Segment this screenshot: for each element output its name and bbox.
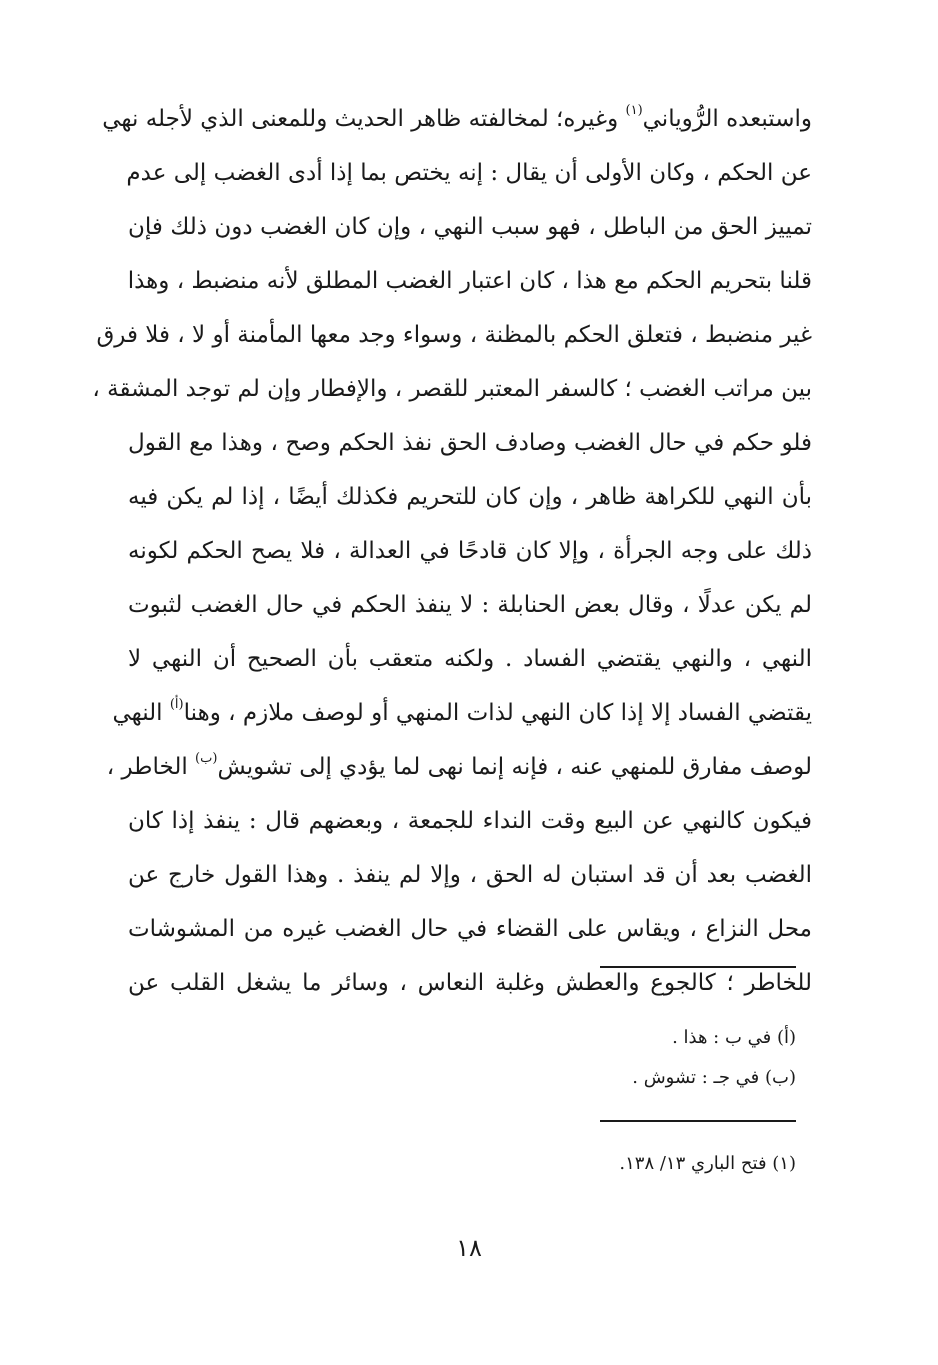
variant-marker-b: (ب) — [195, 751, 218, 766]
text-line-11: النهي ، والنهي يقتضي الفساد . ولكنه متعقب بأن الصحيح أن النهي لا — [128, 646, 812, 672]
main-text — [92, 92, 812, 1010]
page-number: ١٨ — [456, 1234, 482, 1262]
text-line-3: تمييز الحق من الباطل ، فهو سبب النهي ، وإن كان الغضب دون ذلك فإن — [128, 214, 812, 240]
text-line-7: فلو حكم في حال الغضب وصادف الحق نفذ الحكم وصح ، وهذا مع القول — [128, 430, 812, 456]
variant-note-a: (أ) في ب : هذا . — [672, 1027, 796, 1048]
footnote-divider-2 — [600, 1120, 796, 1122]
text-line-8: بأن النهي للكراهة ظاهر ، وإن كان للتحريم فكذلك أيضًا ، إذا لم يكن فيه — [128, 484, 812, 510]
text-line-2: عن الحكم ، وكان الأولى أن يقال : إنه يختص بما إذا أدى الغضب إلى عدم — [126, 160, 812, 186]
text-line-17: للخاطر ؛ كالجوع والعطش وغلبة النعاس ، وسائر ما يشغل القلب عن — [128, 970, 812, 996]
text-line-16: محل النزاع ، ويقاس على القضاء في حال الغضب غيره من المشوشات — [128, 916, 812, 942]
variant-marker-a: (أ) — [169, 697, 184, 712]
text-line-4: قلنا بتحريم الحكم مع هذا ، كان اعتبار الغضب المطلق لأنه منضبط ، وهذا — [127, 268, 812, 294]
text-line-12: يقتضي الفساد إلا إذا كان النهي لذات المنهي أو لوصف ملازم ، وهنا$^{(أ)}$ النهي — [112, 697, 812, 726]
text-line-1: واستبعده الرُّوياني$^{(١)}$ وغيره؛ لمخالفته ظاهر الحديث وللمعنى الذي لأجله نهي — [102, 103, 812, 132]
text-line-15: الغضب بعد أن قد استبان له الحق ، وإلا لم ينفذ . وهذا القول خارج عن — [128, 862, 812, 888]
text-line-5: غير منضبط ، فتعلق الحكم بالمظنة ، وسواء وجد معها المأمنة أو لا ، فلا فرق — [96, 322, 812, 348]
variant-note-b: (ب) في جـ : تشوش . — [632, 1067, 796, 1088]
text-line-9: ذلك على وجه الجرأة ، وإلا كان قادحًا في العدالة ، فلا يصح الحكم لكونه — [128, 538, 812, 564]
footnote-divider-1 — [600, 966, 796, 968]
text-line-13: لوصف مفارق للمنهي عنه ، فإنه إنما نهى لما يؤدي إلى تشويش$^{(ب)}$ الخاطر ، — [106, 751, 812, 780]
text-line-6: بين مراتب الغضب ؛ كالسفر المعتبر للقصر ، والإفطار وإن لم توجد المشقة ، — [92, 376, 812, 402]
text-line-10: لم يكن عدلًا ، وقال بعض الحنابلة : لا ينفذ الحكم في حال الغضب لثبوت — [128, 592, 812, 618]
reference-note-1: (١) فتح الباري ١٣/ ١٣٨. — [619, 1153, 796, 1174]
text-line-14: فيكون كالنهي عن البيع وقت النداء للجمعة ، وبعضهم قال : ينفذ إذا كان — [128, 808, 812, 834]
footnote-marker-1: (١) — [625, 103, 643, 118]
